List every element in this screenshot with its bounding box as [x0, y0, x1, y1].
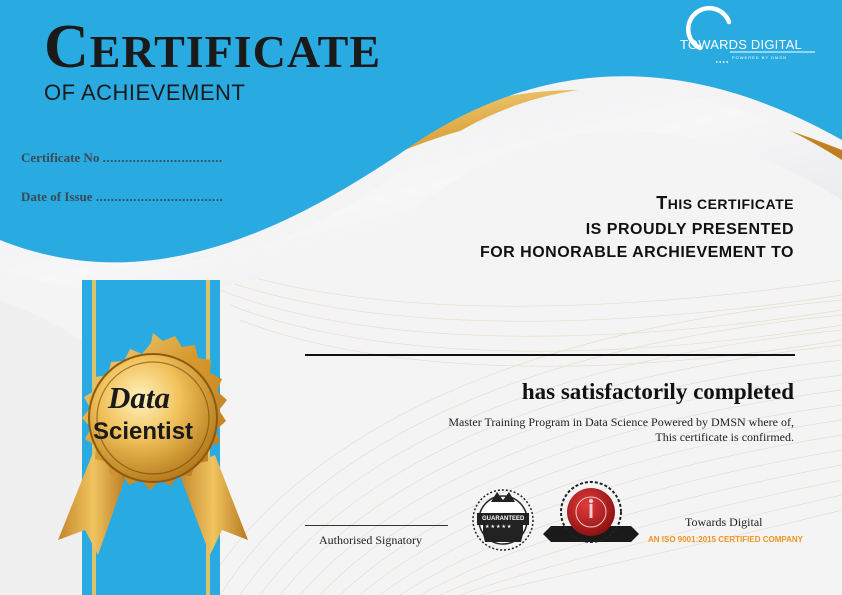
certificate-title	[44, 12, 381, 83]
presentation-line-1-rest: HIS CERTIFICATE	[667, 196, 794, 212]
completion-line-2: This certificate is confirmed.	[655, 430, 794, 444]
certificate-number-field	[21, 150, 223, 166]
signature-label: Authorised Signatory	[319, 533, 422, 547]
certificate-subtitle: OF ACHIEVEMENT	[44, 80, 246, 105]
date-of-issue-blank: ..................................	[95, 189, 224, 204]
presentation-line-1	[656, 193, 794, 214]
logo-tagline: POWERED BY DMSN	[732, 55, 787, 60]
title-initial: C	[44, 13, 90, 81]
recipient-name-line	[305, 354, 795, 356]
presentation-line-3: FOR HONORABLE ARCHIEVEMENT TO	[479, 244, 794, 261]
badge-line-2: Scientist	[93, 418, 194, 445]
logo-name: TOWARDS DIGITAL	[680, 37, 802, 52]
certificate-number-label: Certificate No	[21, 150, 100, 165]
guarantee-stars-icon: ★★★★★	[485, 524, 513, 530]
company-name: Towards Digital	[685, 515, 763, 529]
title-rest: ERTIFICATE	[89, 26, 382, 77]
date-of-issue-label: Date of Issue	[21, 189, 93, 204]
presentation-line-2: IS PROUDLY PRESENTED	[585, 221, 794, 238]
certificate-number-blank: ................................	[102, 150, 223, 165]
completion-heading: has satisfactorily completed	[521, 379, 794, 404]
signature-line	[305, 525, 448, 526]
badge-line-1: Data	[108, 380, 170, 415]
completion-line-1: Master Training Program in Data Science Powered by DMSN where of,	[448, 415, 794, 429]
date-of-issue-field	[21, 189, 223, 205]
iso-certification: AN ISO 9001:2015 CERTIFIED COMPANY	[648, 535, 804, 544]
guarantee-label: GUARANTEED	[482, 516, 525, 522]
presentation-line-1-initial: T	[656, 193, 668, 213]
